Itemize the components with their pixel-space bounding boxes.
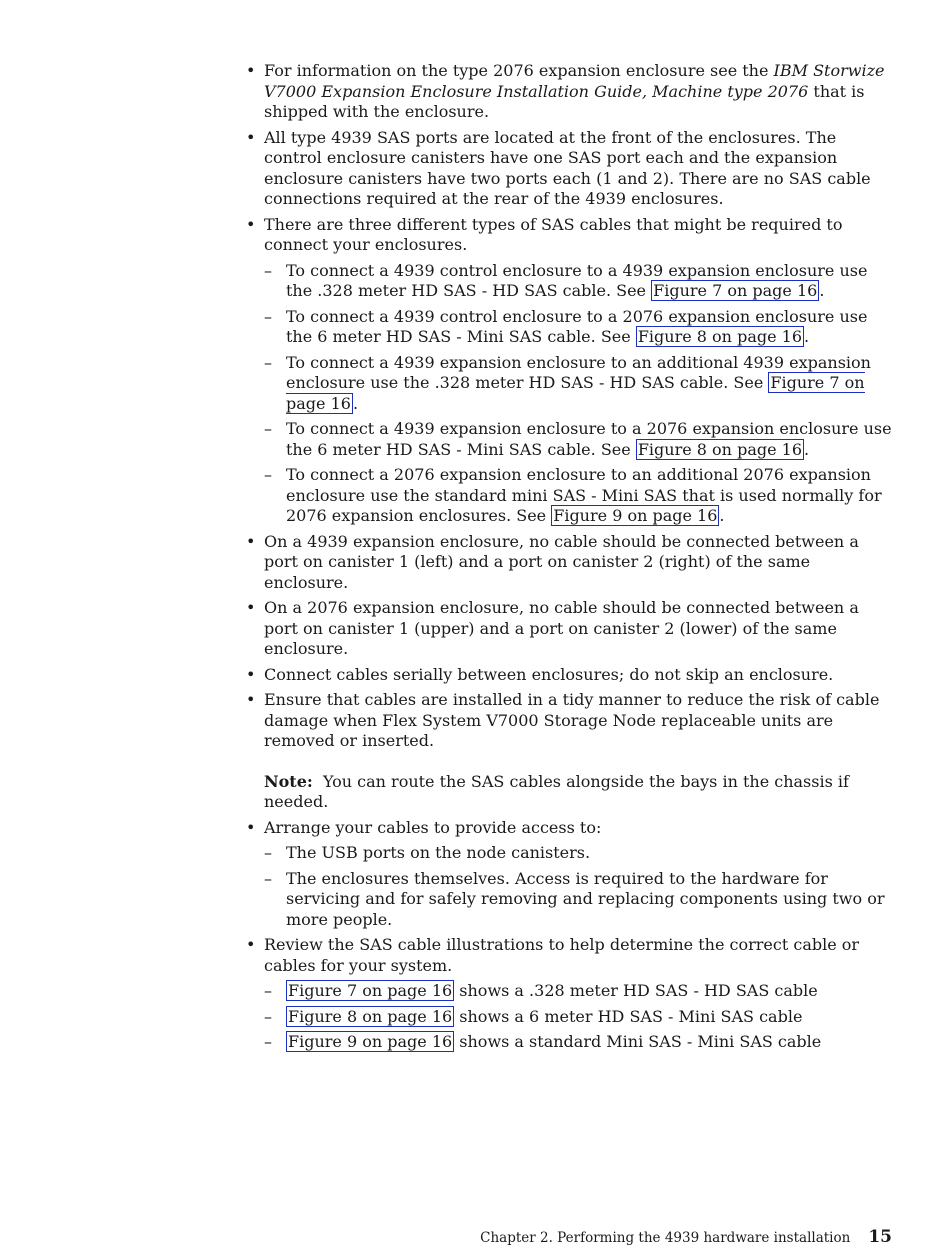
item-text: All type 4939 SAS ports are located at the front of the enclosures. The control enclosure canisters have one SAS port each and the expansion enclosure canisters have two ports each (1 and 2). There are no SAS cable connections required at the rear of the 4939 enclosures.: [264, 127, 871, 208]
sub-item-text: shows a .328 meter HD SAS - HD SAS cable: [454, 981, 818, 1000]
item-text: Arrange your cables to provide access to:: [264, 817, 602, 837]
sub-item-text: .: [719, 506, 725, 525]
sub-item-text: .: [804, 439, 810, 459]
page-number: 15: [868, 1227, 892, 1247]
list-item: [246, 61, 896, 123]
sub-item-text: shows a 6 meter HD SAS - Mini SAS cable: [454, 1006, 803, 1026]
item-text: Ensure that cables are installed in a tidy manner to reduce the risk of cable damage when Flex System V7000 Storage Node replaceable units are removed or inserted.: [264, 690, 880, 750]
sub-item: [264, 1032, 896, 1053]
sub-item: [264, 869, 896, 931]
sub-item-text: .: [819, 281, 825, 300]
guide-title: IBM Storwize V7000 Expansion Enclosure Installation Guide, Machine type 2076: [264, 61, 885, 101]
bullet-marker: •: [246, 531, 256, 551]
figure-7-link[interactable]: Figure 7 on page 16: [653, 281, 818, 300]
list-item: [246, 818, 896, 931]
bullet-marker: •: [246, 61, 256, 80]
list-item: [246, 532, 896, 594]
bullet-marker: •: [246, 127, 256, 147]
page-footer: [480, 1227, 892, 1249]
bullet-list: [246, 61, 896, 1053]
item-text: Connect cables serially between enclosures; do not skip an enclosure.: [264, 664, 834, 684]
sub-item-text: To connect a 4939 expansion enclosure to an additional 4939 expansion enclosure use the .328 meter HD SAS - HD SAS cable. See: [286, 352, 871, 392]
sub-item: [264, 1007, 896, 1028]
dash-marker: –: [264, 981, 272, 1000]
sub-item-text: To connect a 4939 expansion enclosure to a 2076 expansion enclosure use the 6 meter HD SAS - Mini SAS cable. See: [286, 419, 892, 459]
bullet-marker: •: [246, 664, 256, 684]
chapter-title: Chapter 2. Performing the 4939 hardware installation: [480, 1230, 851, 1246]
item-text: For information on the type 2076 expansion enclosure see the: [264, 61, 774, 80]
dash-marker: –: [264, 1032, 272, 1051]
sub-item-text: .: [804, 327, 810, 346]
item-text: There are three different types of SAS cables that might be required to connect your enclosures.: [264, 214, 843, 254]
note: [264, 772, 896, 813]
item-text: Review the SAS cable illustrations to help determine the correct cable or cables for your system.: [264, 935, 860, 975]
sub-list: [264, 261, 896, 527]
dash-marker: –: [264, 465, 272, 484]
figure-8-link[interactable]: Figure 8 on page 16: [637, 327, 803, 346]
dash-marker: –: [264, 843, 272, 862]
dash-marker: –: [264, 260, 272, 280]
sub-item: [264, 353, 896, 415]
document-body: [246, 61, 896, 1058]
dash-marker: –: [264, 352, 272, 372]
sub-item-text: To connect a 4939 control enclosure to a 2076 expansion enclosure use the 6 meter HD SAS - Mini SAS cable. See: [286, 306, 868, 346]
bullet-marker: •: [246, 690, 256, 709]
figure-8-link[interactable]: Figure 8 on page 16: [288, 1006, 453, 1026]
sub-item: [264, 307, 896, 348]
sub-item-text: The USB ports on the node canisters.: [286, 843, 591, 862]
sub-item: [264, 843, 896, 864]
bullet-marker: •: [246, 935, 256, 954]
figure-8-link[interactable]: Figure 8 on page 16: [637, 439, 803, 459]
item-text: On a 2076 expansion enclosure, no cable should be connected between a port on canister 1 (upper) and a port on canister 2 (lower) of the same enclosure.: [264, 598, 859, 658]
sub-list: [264, 843, 896, 930]
sub-item-text: The enclosures themselves. Access is required to the hardware for servicing and for safely removing and replacing components using two or more people.: [286, 868, 885, 929]
dash-marker: –: [264, 419, 272, 438]
sub-item: [264, 465, 896, 527]
dash-marker: –: [264, 868, 272, 888]
sub-item-text: .: [352, 393, 359, 413]
sub-item: [264, 419, 896, 460]
figure-9-link[interactable]: Figure 9 on page 16: [288, 1032, 453, 1051]
list-item: [246, 690, 896, 813]
sub-item-text: To connect a 4939 control enclosure to a 4939 expansion enclosure use the .328 meter HD SAS - HD SAS cable. See: [286, 260, 868, 300]
item-text: On a 4939 expansion enclosure, no cable should be connected between a port on canister 1 (left) and a port on canister 2 (right) of the same enclosure.: [264, 531, 859, 592]
sub-list: [264, 981, 896, 1053]
bullet-marker: •: [246, 214, 256, 234]
sub-item: [264, 261, 896, 302]
sub-item-text: shows a standard Mini SAS - Mini SAS cable: [454, 1032, 822, 1051]
list-item: [246, 935, 896, 1053]
list-item: [246, 215, 896, 527]
list-item: [246, 128, 896, 210]
bullet-marker: •: [246, 817, 256, 837]
dash-marker: –: [264, 1006, 272, 1026]
list-item: [246, 665, 896, 686]
figure-7-link[interactable]: Figure 7 on page 16: [288, 981, 453, 1000]
sub-item: [264, 981, 896, 1002]
figure-7-link[interactable]: Figure 7 on page 16: [286, 373, 865, 413]
note-label: Note:: [264, 771, 313, 791]
item-text: that is shipped with the enclosure.: [264, 81, 865, 121]
bullet-marker: •: [246, 598, 256, 617]
figure-9-link[interactable]: Figure 9 on page 16: [553, 506, 718, 525]
dash-marker: –: [264, 306, 272, 326]
note-text: You can route the SAS cables alongside the bays in the chassis if needed.: [264, 771, 849, 811]
list-item: [246, 598, 896, 660]
sub-item-text: To connect a 2076 expansion enclosure to an additional 2076 expansion enclosure use the standard mini SAS - Mini SAS that is used normally for 2076 expansion enclosures. See: [286, 465, 882, 525]
